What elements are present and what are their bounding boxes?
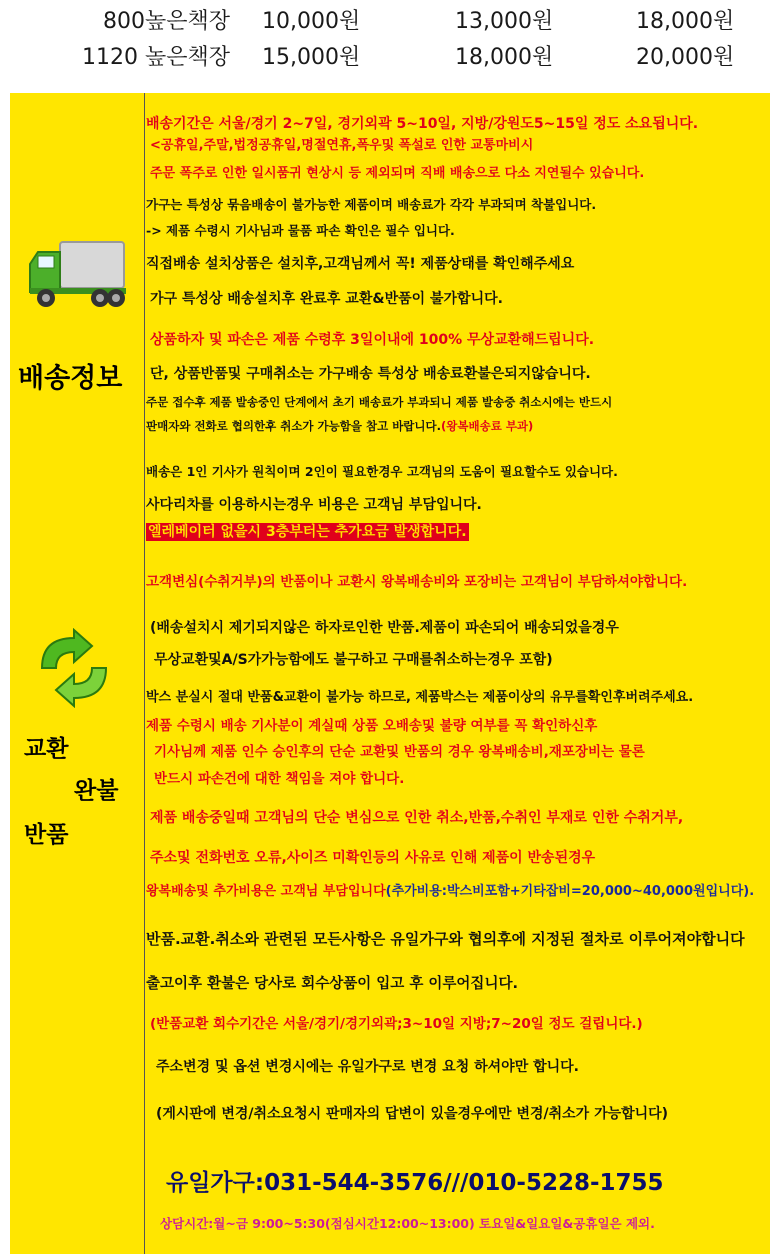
return-line: 고객변심(수취거부)의 반품이나 교환시 왕복배송비와 포장비는 고객님이 부담하셔야합니다. <box>146 574 688 590</box>
return-line: 무상교환및A/S가가능함에도 불구하고 구매를취소하는경우 포함) <box>154 652 553 668</box>
return-line: 반품.교환.취소와 관련된 모든사항은 유일가구와 협의후에 지정된 절차로 이루어져야합니다 <box>146 930 745 948</box>
business-hours: 상담시간:월~금 9:00~5:30(점심시간12:00~13:00) 토요일&일요일&공휴일은 제외. <box>160 1216 655 1231</box>
return-line-extra-cost <box>146 884 754 900</box>
return-line: 기사님께 제품 인수 승인후의 단순 교환및 반품의 경우 왕복배송비,재포장비는 물론 <box>154 744 645 760</box>
return-label-refund: 완불 <box>74 778 119 804</box>
shipping-line <box>146 420 533 434</box>
shipping-line: -> 제품 수령시 기사님과 물품 파손 확인은 필수 입니다. <box>146 223 455 238</box>
return-line: 제품 배송중일때 고객님의 단순 변심으로 인한 취소,반품,수취인 부재로 인한 수취거부, <box>150 810 684 826</box>
return-line: 반드시 파손건에 대한 책임을 져야 합니다. <box>154 771 405 787</box>
shipping-line: 주문 폭주로 인한 일시품귀 현상시 등 제외되며 직배 배송으로 다소 지연될수 있습니다. <box>150 166 645 181</box>
price-cell: 13,000원 <box>455 9 554 34</box>
return-line: 박스 분실시 절대 반품&교환이 불가능 하므로, 제품박스는 제품이상의 유무를확인후버려주세요. <box>146 690 694 705</box>
return-line: 주소변경 및 옵션 변경시에는 유일가구로 변경 요청 하셔야만 합니다. <box>156 1059 579 1075</box>
return-line: 제품 수령시 배송 기사분이 계실때 상품 오배송및 불량 여부를 꼭 확인하신후 <box>146 718 598 734</box>
shipping-line: 주문 접수후 제품 발송중인 단계에서 초기 배송료가 부과되니 제품 발송중 취소시에는 반드시 <box>146 395 613 409</box>
column-divider <box>144 93 145 1254</box>
price-cell: 20,000원 <box>636 45 735 70</box>
return-line: (게시판에 변경/취소요청시 판매자의 답변이 있을경우에만 변경/취소가 가능합니다) <box>156 1106 669 1122</box>
extra-cost-note: (추가비용:박스비포함+기타잡비=20,000~40,000원입니다). <box>385 884 755 899</box>
product-name: 800높은책장 <box>103 9 230 34</box>
return-line: 주소및 전화번호 오류,사이즈 미확인등의 사유로 인해 제품이 반송된경우 <box>150 850 596 866</box>
shipping-line-elevator <box>146 524 469 541</box>
shipping-line: 배송기간은 서울/경기 2~7일, 경기외곽 5~10일, 지방/강원도5~15일 정도 소요됩니다. <box>146 116 699 132</box>
recycle-arrows-icon <box>34 628 114 712</box>
shipping-line: 가구 특성상 배송설치후 완료후 교환&반품이 불가합니다. <box>150 291 503 307</box>
return-line: (배송설치시 제기되지않은 하자로인한 반품.제품이 파손되어 배송되었을경우 <box>150 620 619 636</box>
price-row <box>0 40 780 76</box>
price-row <box>0 4 780 40</box>
shipping-line: 사다리차를 이용하시는경우 비용은 고객님 부담입니다. <box>146 497 482 513</box>
shipping-line: 배송은 1인 기사가 원칙이며 2인이 필요한경우 고객님의 도움이 필요할수도 있습니다. <box>146 464 618 479</box>
shipping-line: 직접배송 설치상품은 설치후,고객님께서 꼭! 제품상태를 확인해주세요 <box>146 256 575 272</box>
round-trip-fee-note: (왕복배송료 부과) <box>441 419 534 433</box>
price-cell: 18,000원 <box>455 45 554 70</box>
product-name: 1120 높은책장 <box>82 45 230 70</box>
return-label-exchange: 교환 <box>24 736 69 762</box>
shipping-line-text: 판매자와 전화로 협의한후 취소가 가능함을 참고 바랍니다. <box>146 419 442 433</box>
shipping-line: 상품하자 및 파손은 제품 수령후 3일이내에 100% 무상교환해드립니다. <box>150 332 595 348</box>
shipping-section-label: 배송정보 <box>18 363 123 394</box>
shipping-line: <공휴일,주말,법정공휴일,명절연휴,폭우및 폭설로 인한 교통마비시 <box>150 138 534 153</box>
return-label-return: 반품 <box>24 822 69 848</box>
return-line-text: 왕복배송및 추가비용은 고객님 부담입니다 <box>146 884 386 899</box>
contact-phone-numbers: 유일가구:031-544-3576///010-5228-1755 <box>166 1170 664 1196</box>
shipping-line: 단, 상품반품및 구매취소는 가구배송 특성상 배송료환불은되지않습니다. <box>150 366 591 382</box>
return-line: 출고이후 환불은 당사로 회수상품이 입고 후 이루어집니다. <box>146 976 518 992</box>
price-cell: 10,000원 <box>262 9 361 34</box>
truck-icon <box>26 238 130 314</box>
shipping-line: 가구는 특성상 묶음배송이 불가능한 제품이며 배송료가 각각 부과되며 착불입니다. <box>146 197 597 212</box>
return-line: (반품교환 회수기간은 서울/경기/경기외곽;3~10일 지방;7~20일 정도 걸립니다.) <box>150 1016 643 1032</box>
price-cell: 15,000원 <box>262 45 361 70</box>
shipping-info-panel <box>10 93 770 551</box>
price-cell: 18,000원 <box>636 9 735 34</box>
price-table <box>0 0 780 92</box>
elevator-surcharge-notice: 엘레베이터 없을시 3층부터는 추가요금 발생합니다. <box>148 524 467 540</box>
